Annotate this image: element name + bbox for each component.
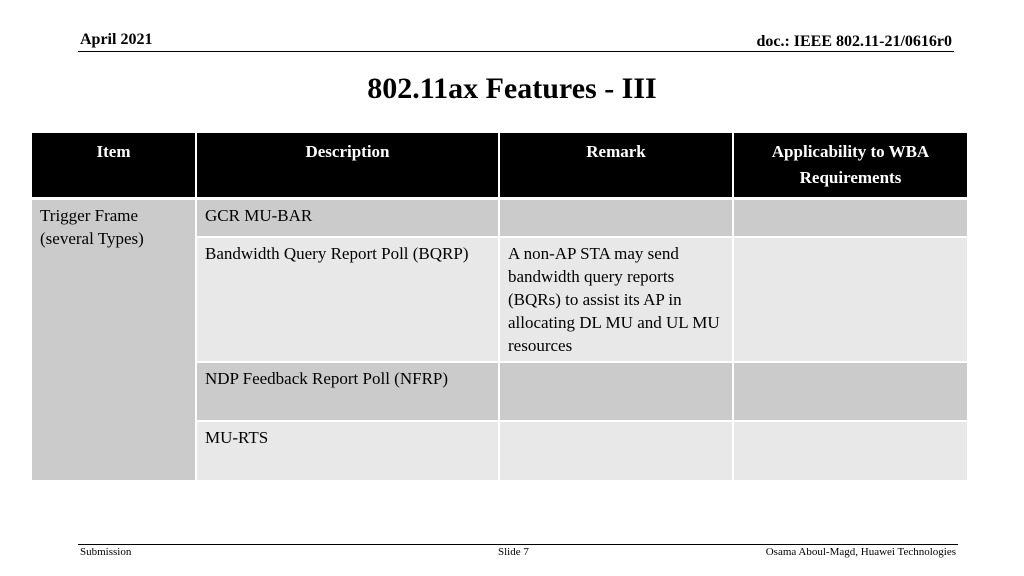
description-cell: NDP Feedback Report Poll (NFRP) bbox=[196, 362, 499, 421]
description-cell: MU-RTS bbox=[196, 421, 499, 480]
column-header-applicability: Applicability to WBA Requirements bbox=[733, 133, 967, 199]
header-date: April 2021 bbox=[80, 31, 153, 48]
description-cell: Bandwidth Query Report Poll (BQRP) bbox=[196, 237, 499, 362]
remark-cell bbox=[499, 362, 733, 421]
features-table bbox=[32, 133, 967, 480]
column-header-item: Item bbox=[32, 133, 196, 199]
footer-author: Osama Aboul-Magd, Huawei Technologies bbox=[765, 546, 956, 558]
column-header-description: Description bbox=[196, 133, 499, 199]
footer-slide-number: Slide 7 bbox=[498, 546, 529, 558]
remark-cell bbox=[499, 421, 733, 480]
applicability-cell bbox=[733, 237, 967, 362]
applicability-cell bbox=[733, 421, 967, 480]
description-cell: GCR MU-BAR bbox=[196, 199, 499, 237]
remark-cell bbox=[499, 199, 733, 237]
slide-title: 802.11ax Features - III bbox=[367, 72, 657, 105]
table-header-row bbox=[32, 133, 967, 199]
footer-divider bbox=[78, 544, 958, 545]
footer-submission: Submission bbox=[80, 546, 132, 558]
table-row bbox=[32, 199, 967, 237]
applicability-cell bbox=[733, 362, 967, 421]
column-header-remark: Remark bbox=[499, 133, 733, 199]
header-divider bbox=[78, 51, 954, 52]
remark-cell: A non-AP STA may send bandwidth query reports (BQRs) to assist its AP in allocating DL MU and UL MU resources bbox=[499, 237, 733, 362]
item-cell: Trigger Frame (several Types) bbox=[32, 199, 196, 480]
header-doc-id: doc.: IEEE 802.11-21/0616r0 bbox=[756, 33, 952, 50]
applicability-cell bbox=[733, 199, 967, 237]
